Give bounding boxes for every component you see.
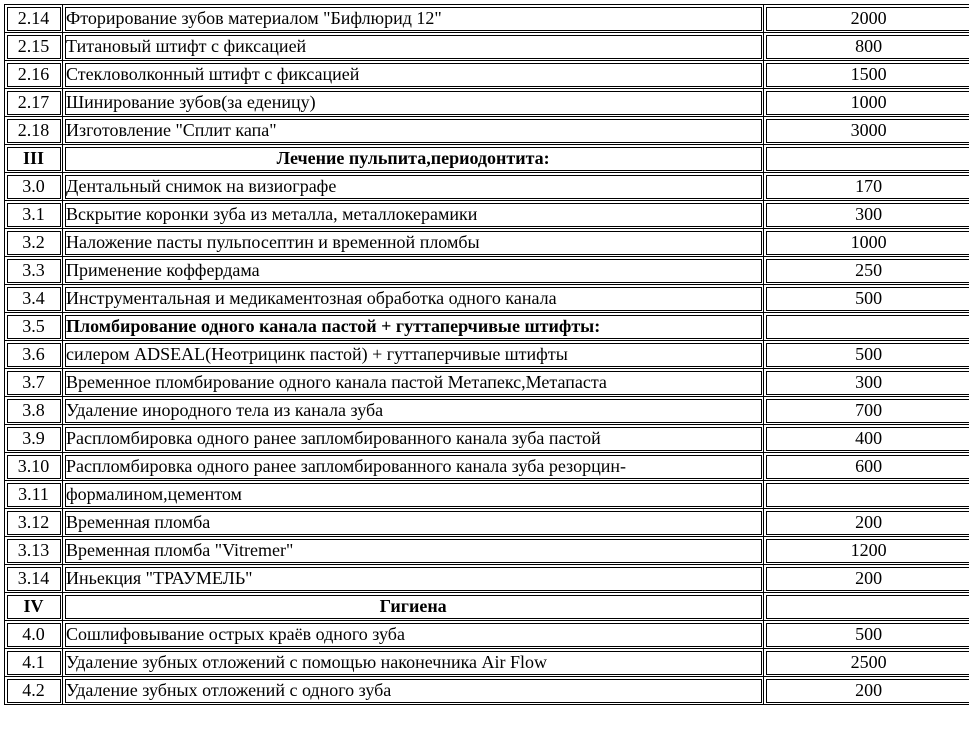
- service-price: 200: [764, 509, 969, 537]
- row-number: 3.10: [5, 453, 63, 481]
- service-price: 800: [764, 33, 969, 61]
- service-name: Титановый штифт с фиксацией: [63, 33, 764, 61]
- table-row: [5, 285, 969, 313]
- table-row: [5, 61, 969, 89]
- section-header-row: [5, 145, 969, 173]
- service-price: 1000: [764, 89, 969, 117]
- row-number: 3.7: [5, 369, 63, 397]
- service-price: 3000: [764, 117, 969, 145]
- service-name: формалином,цементом: [63, 481, 764, 509]
- table-row: [5, 33, 969, 61]
- service-name: Иньекция "ТРАУМЕЛЬ": [63, 565, 764, 593]
- table-row: [5, 537, 969, 565]
- row-number: 4.2: [5, 677, 63, 705]
- service-name: Временная пломба "Vitremer": [63, 537, 764, 565]
- row-number: 3.8: [5, 397, 63, 425]
- table-row: [5, 89, 969, 117]
- service-price: 300: [764, 369, 969, 397]
- table-row: [5, 117, 969, 145]
- service-name: Фторирование зубов материалом "Бифлюрид 12": [63, 5, 764, 33]
- row-number: III: [5, 145, 63, 173]
- service-name: Удаление инородного тела из канала зуба: [63, 397, 764, 425]
- table-row: [5, 5, 969, 33]
- row-number: 3.1: [5, 201, 63, 229]
- service-name: Инструментальная и медикаментозная обработка одного канала: [63, 285, 764, 313]
- table-row: [5, 565, 969, 593]
- table-row: [5, 453, 969, 481]
- service-name: Дентальный снимок на визиографе: [63, 173, 764, 201]
- service-price: [764, 593, 969, 621]
- table-row: [5, 173, 969, 201]
- service-name: Удаление зубных отложений с одного зуба: [63, 677, 764, 705]
- service-name: Временное пломбирование одного канала пастой Метапекс,Метапаста: [63, 369, 764, 397]
- service-name: Вскрытие коронки зуба из металла, металлокерамики: [63, 201, 764, 229]
- service-price: 500: [764, 285, 969, 313]
- service-price: 2500: [764, 649, 969, 677]
- table-row: [5, 425, 969, 453]
- service-name: Стекловолконный штифт с фиксацией: [63, 61, 764, 89]
- table-row: [5, 341, 969, 369]
- row-number: 2.17: [5, 89, 63, 117]
- row-number: 3.12: [5, 509, 63, 537]
- section-title: Лечение пульпита,периодонтита:: [63, 145, 764, 173]
- service-price: 2000: [764, 5, 969, 33]
- row-number: 4.1: [5, 649, 63, 677]
- service-price: 500: [764, 341, 969, 369]
- table-row: [5, 257, 969, 285]
- row-number: 2.18: [5, 117, 63, 145]
- row-number: 3.4: [5, 285, 63, 313]
- service-price: 500: [764, 621, 969, 649]
- service-name: Применение коффердама: [63, 257, 764, 285]
- table-row: [5, 201, 969, 229]
- table-row: [5, 677, 969, 705]
- row-number: 3.9: [5, 425, 63, 453]
- row-number: 3.2: [5, 229, 63, 257]
- service-price: 1000: [764, 229, 969, 257]
- table-row: [5, 649, 969, 677]
- row-number: 2.14: [5, 5, 63, 33]
- table-row: [5, 313, 969, 341]
- section-title: Гигиена: [63, 593, 764, 621]
- service-price: 1500: [764, 61, 969, 89]
- service-name: Наложение пасты пульпосептин и временной пломбы: [63, 229, 764, 257]
- service-price: 200: [764, 677, 969, 705]
- table-row: [5, 229, 969, 257]
- service-name: Шинирование зубов(за еденицу): [63, 89, 764, 117]
- service-name: Сошлифовывание острых краёв одного зуба: [63, 621, 764, 649]
- service-name: Распломбировка одного ранее запломбированного канала зуба резорцин-: [63, 453, 764, 481]
- service-price: 200: [764, 565, 969, 593]
- service-price: 400: [764, 425, 969, 453]
- table-row: [5, 369, 969, 397]
- service-name: Удаление зубных отложений с помощью наконечника Air Flow: [63, 649, 764, 677]
- row-number: IV: [5, 593, 63, 621]
- row-number: 3.3: [5, 257, 63, 285]
- service-price: 600: [764, 453, 969, 481]
- service-price: 1200: [764, 537, 969, 565]
- service-price: [764, 145, 969, 173]
- row-number: 2.16: [5, 61, 63, 89]
- row-number: 3.13: [5, 537, 63, 565]
- service-name: Временная пломба: [63, 509, 764, 537]
- service-price: 170: [764, 173, 969, 201]
- row-number: 3.5: [5, 313, 63, 341]
- price-list-table: [4, 4, 969, 705]
- table-row: [5, 397, 969, 425]
- row-number: 3.14: [5, 565, 63, 593]
- service-price: [764, 481, 969, 509]
- service-name: Изготовление "Сплит капа": [63, 117, 764, 145]
- section-header-row: [5, 593, 969, 621]
- service-price: 700: [764, 397, 969, 425]
- row-number: 3.6: [5, 341, 63, 369]
- table-row: [5, 621, 969, 649]
- service-price: [764, 313, 969, 341]
- service-name: Распломбировка одного ранее запломбированного канала зуба пастой: [63, 425, 764, 453]
- service-price: 300: [764, 201, 969, 229]
- row-number: 4.0: [5, 621, 63, 649]
- table-row: [5, 481, 969, 509]
- price-list-body: [5, 5, 969, 705]
- row-number: 3.0: [5, 173, 63, 201]
- service-price: 250: [764, 257, 969, 285]
- row-number: 2.15: [5, 33, 63, 61]
- service-name: Пломбирование одного канала пастой + гуттаперчивые штифты:: [63, 313, 764, 341]
- row-number: 3.11: [5, 481, 63, 509]
- service-name: силером ADSEAL(Неотрицинк пастой) + гуттаперчивые штифты: [63, 341, 764, 369]
- table-row: [5, 509, 969, 537]
